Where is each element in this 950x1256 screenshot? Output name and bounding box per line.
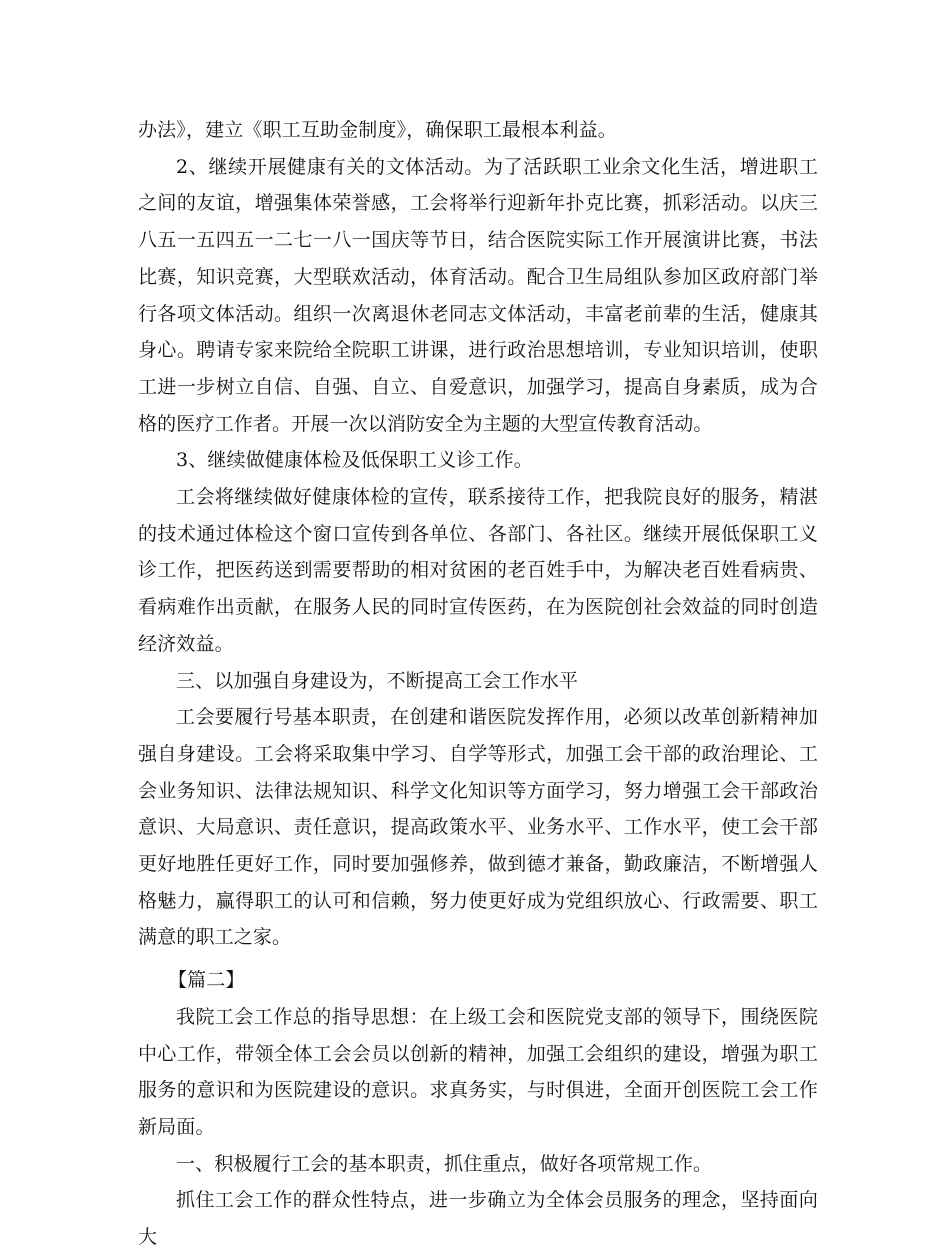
paragraph-item-2: 2、继续开展健康有关的文体活动。为了活跃职工业余文化生活，增进职工之间的友谊，增强集体荣誉感，工会将举行迎新年扑克比赛，抓彩活动。以庆三八五一五四五一二七一八一国庆等节日，结合医院实际工作开展演讲比赛，书法比赛，知识竞赛，大型联欢活动，体育活动。配合卫生局组队参加区政府部门举行各项文体活动。组织一次离退休老同志文体活动，丰富老前辈的生活，健康其身心。聘请专家来院给全院职工讲课，进行政治思想培训，专业知识培训，使职工进一步树立自信、自强、自立、自爱意识，加强学习，提高自身素质，成为合格的医疗工作者。开展一次以消防安全为主题的大型宣传教育活动。 [138,155,818,435]
paragraph-guiding-idea: 我院工会工作总的指导思想：在上级工会和医院党支部的领导下，围绕医院中心工作，带领全体工会会员以创新的精神，加强工会组织的建设，增强为职工服务的意识和为医院建设的意识。求真务实，与时俱进，全面开创医院工会工作新局面。 [138,1005,818,1138]
paragraph-section-one-body: 抓住工会工作的群众性特点，进一步确立为全体会员服务的理念，坚持面向大 [138,1189,818,1249]
document-body [138,112,818,1256]
paragraph-section-three-body: 工会要履行号基本职责，在创建和谐医院发挥作用，必须以改革创新精神加强自身建设。工会将采取集中学习、自学等形式，加强工会干部的政治理论、工会业务知识、法律法规知识、科学文化知识等方面学习，努力增强工会干部政治意识、大局意识、责任意识，提高政策水平、业务水平、工作水平，使工会干部更好地胜任更好工作，同时要加强修养，做到德才兼备，勤政廉洁，不断增强人格魅力，赢得职工的认可和信赖，努力使更好成为党组织放心、行政需要、职工满意的职工之家。 [138,706,818,949]
paragraph-item-3-heading: 3、继续做健康体检及低保职工义诊工作。 [176,449,533,472]
paragraph-continuation: 办法》，建立《职工互助金制度》，确保职工最根本利益。 [138,119,617,141]
section-heading-one: 一、积极履行工会的基本职责，抓住重点，做好各项常规工作。 [176,1152,713,1175]
section-title-part-two: 【篇二】 [168,969,245,992]
section-heading-three: 三、以加强自身建设为，不断提高工会工作水平 [176,669,579,692]
paragraph-item-3-body: 工会将继续做好健康体检的宣传，联系接待工作，把我院良好的服务，精湛的技术通过体检这个窗口宣传到各单位、各部门、各社区。继续开展低保职工义诊工作，把医药送到需要帮助的相对贫困的老百姓手中，为解决老百姓看病贵、看病难作出贡献，在服务人民的同时宣传医药，在为医院创社会效益的同时创造经济效益。 [138,486,818,655]
